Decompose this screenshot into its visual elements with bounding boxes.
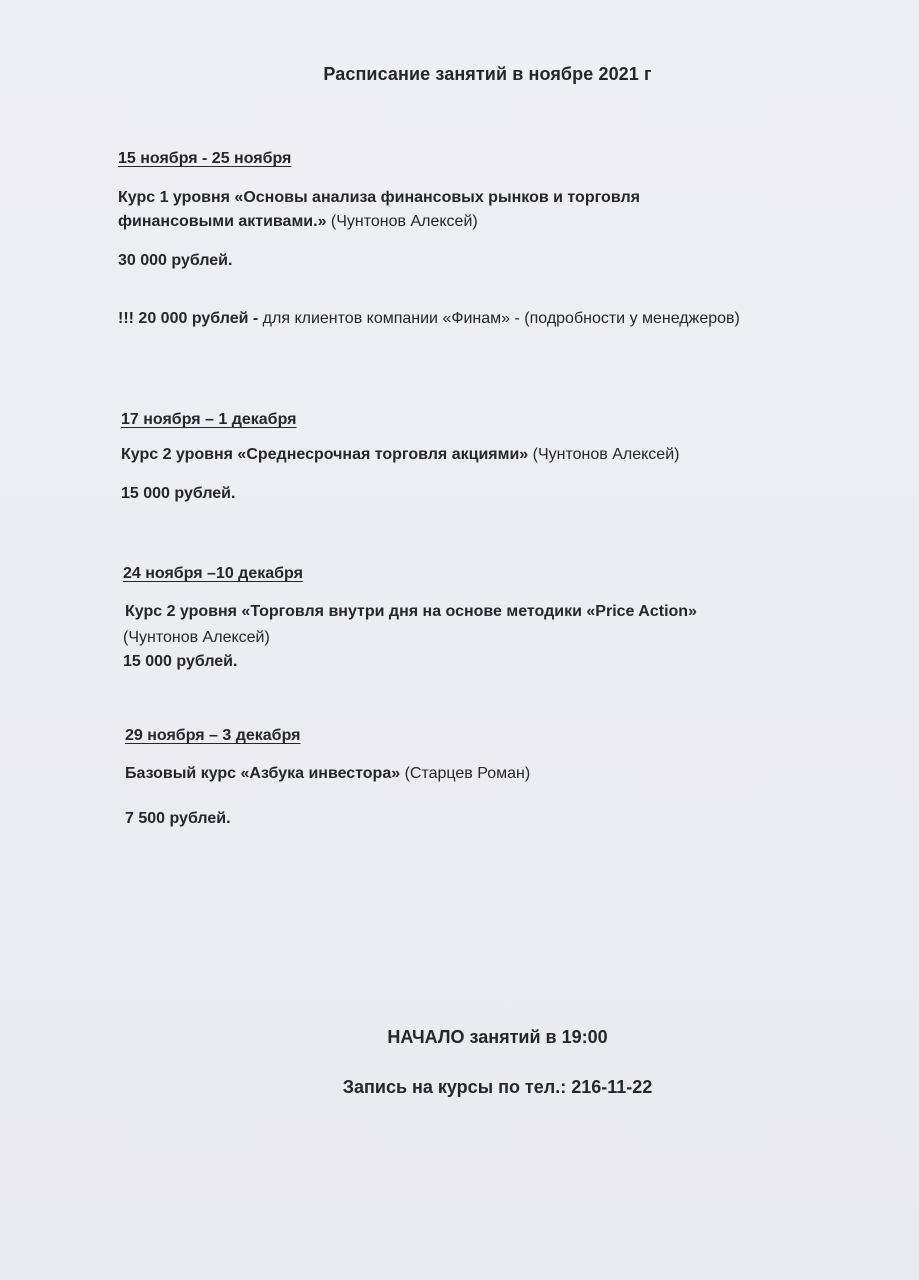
page-title: Расписание занятий в ноябре 2021 г [323,64,652,84]
classes-start-time: НАЧАЛО занятий в 19:00 [387,1027,608,1047]
course-3-price: 15 000 рублей. [123,653,238,670]
course-1-discount-price: !!! 20 000 рублей [118,310,249,327]
course-3-name: Курс 2 уровня «Торговля внутри дня на основе методики «Price Action» [125,603,697,620]
course-1-discount-note [118,308,740,330]
course-4-name-line [125,763,530,785]
course-4-dates: 29 ноября – 3 декабря [125,727,301,744]
course-1-name-part2: финансовыми активами.» [118,213,327,230]
course-1-teacher: (Чунтонов Алексей) [326,213,478,230]
course-3-teacher: (Чунтонов Алексей) [123,629,270,646]
course-4-price: 7 500 рублей. [125,810,231,827]
course-1-discount-dash: - [248,310,263,327]
course-4-teacher: (Старцев Роман) [400,765,531,782]
course-4-name: Базовый курс «Азбука инвестора» [125,765,401,782]
course-1-name-line2 [118,211,478,233]
course-1-discount-text: для клиентов компании «Финам» - (подробности у менеджеров) [262,310,740,327]
course-2-dates: 17 ноября – 1 декабря [121,411,297,428]
course-2-name-line [121,444,679,466]
course-3-dates: 24 ноября –10 декабря [123,565,303,582]
course-1-price: 30 000 рублей. [118,252,233,269]
signup-phone: Запись на курсы по тел.: 216-11-22 [342,1077,653,1097]
course-1-dates: 15 ноября - 25 ноября [118,150,292,167]
course-2-price: 15 000 рублей. [121,485,236,502]
course-2-name: Курс 2 уровня «Среднесрочная торговля акциями» [121,446,529,463]
course-1-name-line1: Курс 1 уровня «Основы анализа финансовых рынков и торговля [118,189,640,206]
course-2-teacher: (Чунтонов Алексей) [528,446,680,463]
